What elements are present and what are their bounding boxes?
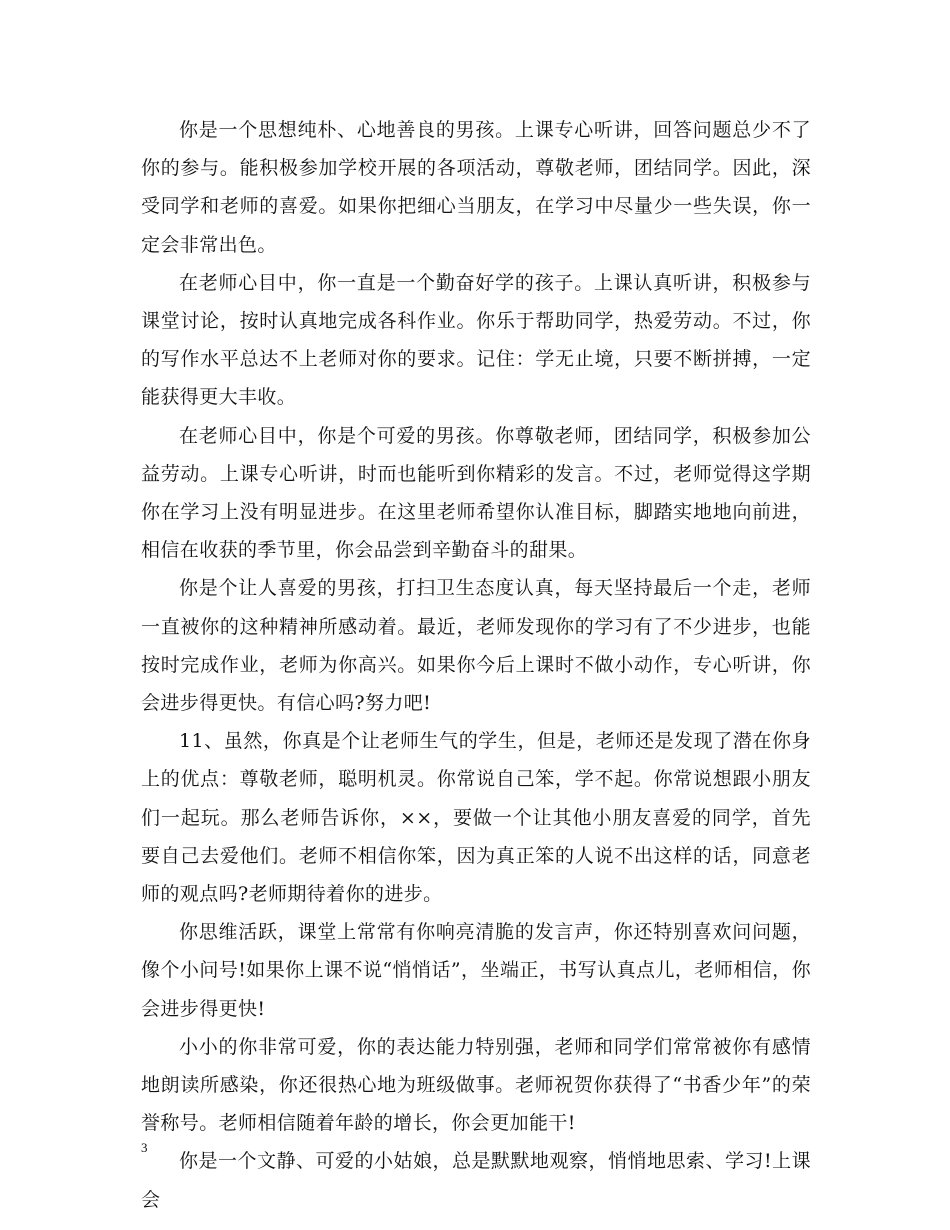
document-body (141, 111, 811, 1219)
paragraph-7: 小小的你非常可爱，你的表达能力特别强，老师和同学们常常被你有感情地朗读所感染，你还很热心地为班级做事。老师祝贺你获得了“书香少年”的荣誉称号。老师相信随着年龄的增长，你会更加能干! (141, 1035, 811, 1135)
paragraph-1: 你是一个思想纯朴、心地善良的男孩。上课专心听讲，回答问题总少不了你的参与。能积极参加学校开展的各项活动，尊敬老师，团结同学。因此，深受同学和老师的喜爱。如果你把细心当朋友，在学习中尽量少一些失误，你一定会非常出色。 (141, 119, 811, 256)
paragraph-4: 你是个让人喜爱的男孩，打扫卫生态度认真，每天坚持最后一个走，老师一直被你的这种精神所感动着。最近，老师发现你的学习有了不少进步，也能按时完成作业，老师为你高兴。如果你今后上课时不做小动作，专心听讲，你会进步得更快。有信心吗?努力吧! (141, 577, 811, 715)
paragraph-6: 你思维活跃，课堂上常常有你响亮清脆的发言声，你还特别喜欢问问题，像个小问号!如果你上课不说“悄悄话”，坐端正，书写认真点儿，老师相信，你会进步得更快! (141, 921, 811, 1020)
page-number: 3 (141, 1140, 148, 1155)
paragraph-3: 在老师心目中，你是个可爱的男孩。你尊敬老师，团结同学，积极参加公益劳动。上课专心听讲，时而也能听到你精彩的发言。不过，老师觉得这学期你在学习上没有明显进步。在这里老师希望你认准目标，脚踏实地地向前进，相信在收获的季节里，你会品尝到辛勤奋斗的甜果。 (141, 424, 811, 562)
paragraph-8: 你是一个文静、可爱的小姑娘，总是默默地观察，悄悄地思索、学习!上课会 (141, 1150, 811, 1211)
paragraph-5: 11、虽然，你真是个让老师生气的学生，但是，老师还是发现了潜在你身上的优点：尊敬老师，聪明机灵。你常说自己笨，学不起。你常说想跟小朋友们一起玩。那么老师告诉你，××，要做一个让其他小朋友喜爱的同学，首先要自己去爱他们。老师不相信你笨，因为真正笨的人说不出这样的话，同意老师的观点吗?老师期待着你的进步。 (141, 730, 811, 906)
paragraph-2: 在老师心目中，你一直是一个勤奋好学的孩子。上课认真听讲，积极参与课堂讨论，按时认真地完成各科作业。你乐于帮助同学，热爱劳动。不过，你的写作水平总达不上老师对你的要求。记住：学无止境，只要不断拼搏，一定能获得更大丰收。 (141, 271, 811, 409)
